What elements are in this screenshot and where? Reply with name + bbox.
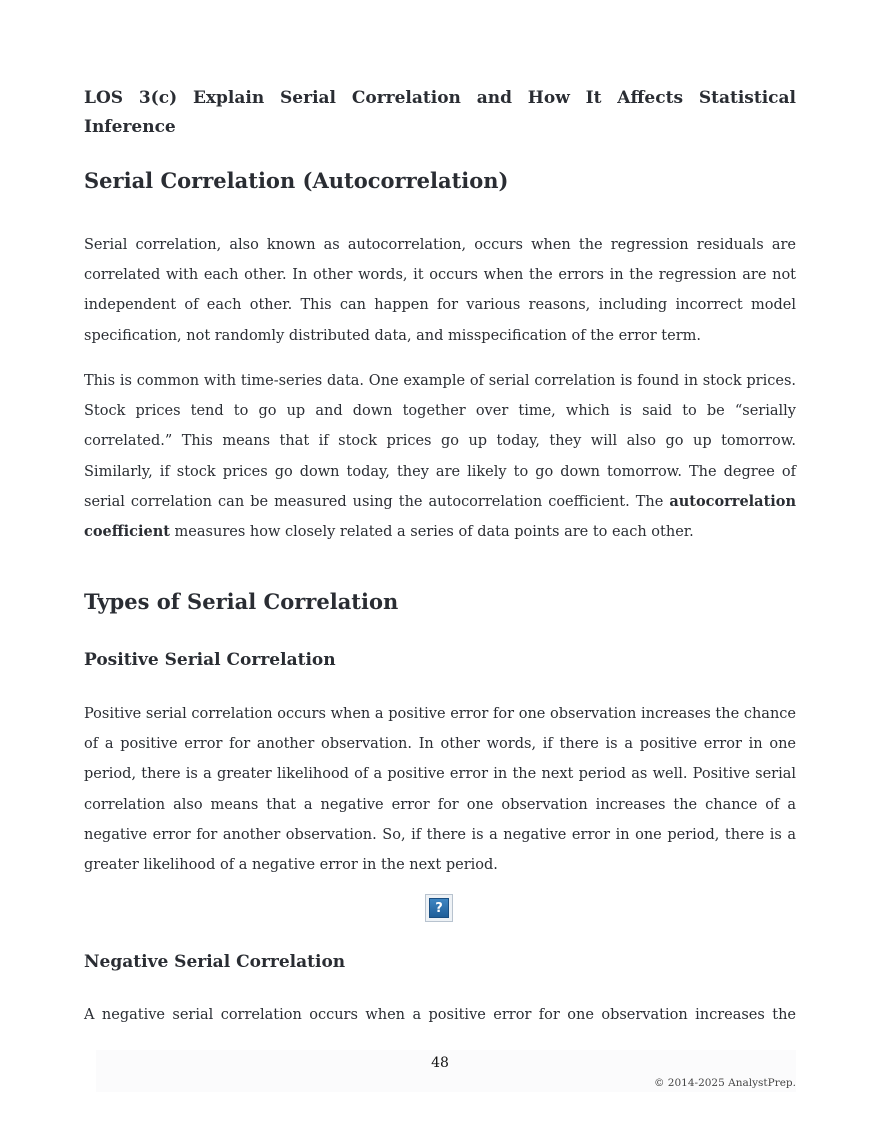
bold-term-autocorrelation-coefficient: autocorrelation coefficient xyxy=(84,492,796,541)
paragraph-time-series-text-2: measures how closely related a series of data points are to each other. xyxy=(169,524,694,541)
subsection-title-negative: Negative Serial Correlation xyxy=(84,952,346,972)
section-title-serial-correlation: Serial Correlation (Autocorrelation) xyxy=(84,168,509,193)
broken-image-icon xyxy=(425,894,453,922)
paragraph-negative: A negative serial correlation occurs when a positive error for one observation increases the xyxy=(84,1007,796,1023)
los-heading: LOS 3(c) Explain Serial Correlation and How It Affects Statistical Inference xyxy=(84,88,796,137)
copyright-notice: © 2014-2025 AnalystPrep. xyxy=(653,1077,796,1089)
paragraph-positive: Positive serial correlation occurs when a positive error for one observation increases the chance of a positive error for another observation. In other words, if there is a positive error in one period, there is a greater likelihood of a positive error in the next period as well. Positive serial correlation also means that a negative error for one observation increases the chance of a negative error for another observation. So, if there is a negative error in one period, there is a greater likelihood of a negative error in the next period. xyxy=(84,706,796,874)
paragraph-definition: Serial correlation, also known as autocorrelation, occurs when the regression residuals are correlated with each other. In other words, it occurs when the errors in the regression are not independent of each other. This can happen for various reasons, including incorrect model specification, not randomly distributed data, and misspecification of the error term. xyxy=(84,237,796,344)
subsection-title-positive: Positive Serial Correlation xyxy=(84,650,336,670)
section-title-types: Types of Serial Correlation xyxy=(84,589,399,614)
paragraph-time-series-text-1: This is common with time-series data. One example of serial correlation is found in stock prices. Stock prices tend to go up and down together over time, which is said to be “serially correlated.” This means that if stock prices go up today, they will also go up tomorrow. Similarly, if stock prices go down today, they are likely to go down tomorrow. The degree of serial correlation can be measured using the autocorrelation coefficient. The xyxy=(84,373,796,510)
question-mark-icon: ? xyxy=(429,898,449,918)
paragraph-time-series xyxy=(84,366,796,547)
page-number: 48 xyxy=(431,1055,449,1071)
